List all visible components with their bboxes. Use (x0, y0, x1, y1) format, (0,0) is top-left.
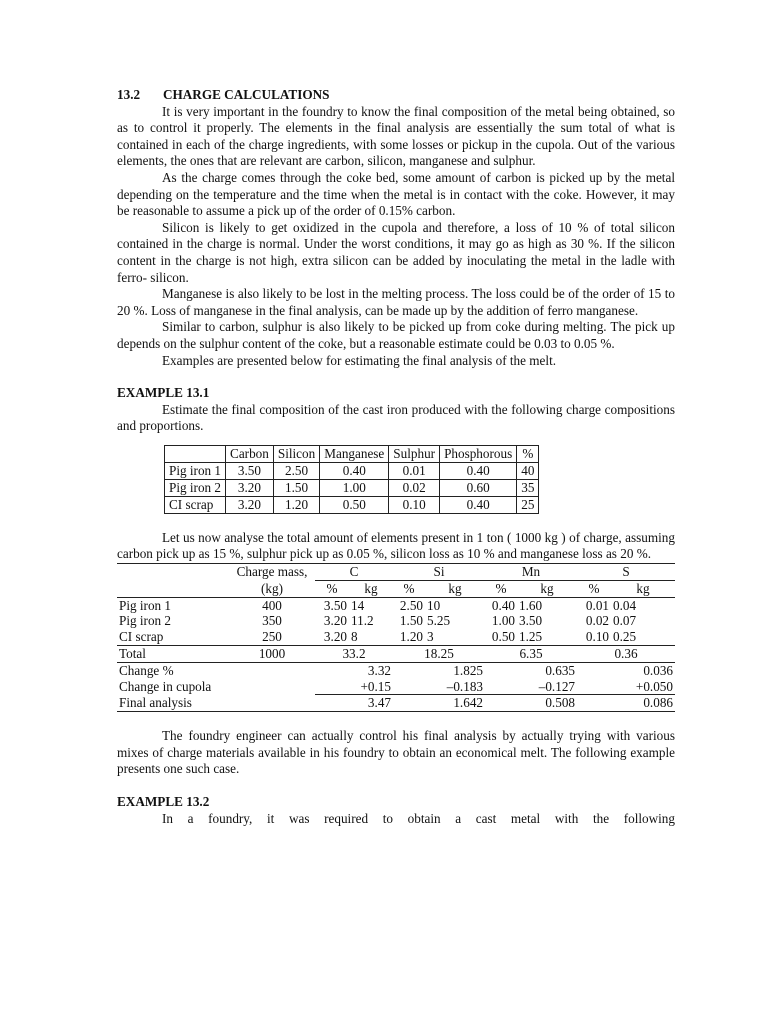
table-cell: CI scrap (117, 629, 229, 645)
table-cell: 8 (349, 629, 393, 645)
table-row (165, 462, 539, 479)
table-header-cell: (kg) (229, 580, 315, 597)
table-cell: 14 (351, 597, 365, 613)
table-cell: 250 (229, 629, 315, 645)
table-cell: 1.00 (320, 479, 389, 496)
table-cell: 0.01 (389, 462, 440, 479)
table-header-cell: kg (611, 580, 675, 597)
table-cell: 0.508 (485, 695, 577, 712)
table-cell: 0.086 (577, 695, 675, 712)
section-heading (117, 87, 675, 104)
table-cell: 1.642 (393, 695, 485, 712)
table-cell: 5.25 (427, 613, 451, 629)
example-heading: EXAMPLE 13.1 (117, 385, 210, 401)
table-cell: 1.20 (273, 496, 319, 513)
table-header-cell: kg (517, 580, 577, 597)
table-row (117, 629, 675, 645)
analysis-text: Let us now analyse the total amount of elements present in 1 ton ( 1000 kg ) of charge, assuming carbon pick up as 15 %, sulphur pick up as 0.05 %, silicon loss as 10 % and manganese loss as 20 %. (117, 529, 675, 562)
table-cell: 1000 (229, 646, 315, 663)
table-cell: CI scrap (165, 496, 226, 513)
table-cell: 0.10 (389, 496, 440, 513)
table-cell: 0.50 (485, 629, 517, 645)
paragraph: Manganese is also likely to be lost in the melting process. The loss could be of the order of 15 to 20 %. Loss of manganese in the final analysis, can be made up by the addition of ferro manganese. (117, 286, 675, 318)
table-cell: 1.50 (273, 479, 319, 496)
table-cell: 0.40 (491, 597, 515, 613)
table-cell: Pig iron 2 (119, 613, 172, 629)
table-cell: 3.20 (226, 496, 274, 513)
table-cell: +0.050 (577, 679, 675, 695)
table-cell: 0.02 (389, 479, 440, 496)
table-cell: 400 (262, 597, 282, 613)
table-header-cell: Manganese (320, 445, 389, 462)
table-header-cell: kg (349, 580, 393, 597)
example-heading: EXAMPLE 13.2 (117, 794, 210, 810)
table-header-row (165, 445, 539, 462)
table-cell: 10 (427, 597, 441, 613)
table-cell: 0.635 (545, 662, 575, 678)
table-cell: 11.2 (351, 613, 374, 629)
table-row (117, 613, 675, 629)
table-header-cell: Mn (485, 564, 577, 581)
table-header-cell: C (315, 564, 393, 581)
table-header-cell: kg (425, 580, 485, 597)
table-cell: Pig iron 1 (165, 462, 226, 479)
paragraph: Silicon is likely to get oxidized in the cupola and therefore, a loss of 10 % of total silicon contained in the charge is normal. Under the worst conditions, it may go as high as 30 %. If the silicon content in the charge is not high, extra silicon can be added by inoculating the metal in the ladle with ferro- silicon. (117, 219, 675, 285)
document-page (117, 87, 675, 827)
table-cell: 0.60 (440, 479, 517, 496)
table-row (117, 679, 675, 695)
table-cell: 1.25 (517, 629, 577, 645)
table-cell: –0.183 (393, 679, 485, 695)
table-cell: 350 (262, 613, 282, 629)
table-cell: 3 (425, 629, 485, 645)
table-header-cell: Charge mass, (229, 564, 315, 581)
table-cell: 18.25 (393, 646, 485, 663)
section-title: CHARGE CALCULATIONS (163, 87, 330, 102)
table-cell: 1.00 (491, 613, 515, 629)
table-cell: 0.036 (643, 662, 673, 678)
table-header-cell: Si (393, 564, 485, 581)
paragraph: Similar to carbon, sulphur is also likely to be picked up from coke during melting. The pick up depends on the sulphur content of the coke, but a reasonable estimate could be 0.03 to 0.05 %. (117, 319, 675, 351)
table-cell: 0.10 (577, 629, 611, 645)
table-header-cell (165, 445, 226, 462)
table-total-row (117, 646, 675, 663)
paragraph: It is very important in the foundry to know the final composition of the metal being obtained, so as to control it properly. The elements in the final analysis are essentially the sum total of what is contained in each of the charge ingredients, with some losses or pickup in the cupola. Out of the various elements, the ones that are relevant are carbon, silicon, manganese and sulphur. (117, 103, 675, 169)
table-cell: 3.50 (323, 597, 347, 613)
table-cell: 35 (517, 479, 539, 496)
table-cell: 3.47 (315, 695, 393, 712)
table-cell: Change in cupola (119, 678, 212, 694)
element-analysis-table (117, 563, 675, 712)
table-cell: 1.825 (453, 662, 483, 678)
example-text: Estimate the final composition of the cast iron produced with the following charge compositions and proportions. (117, 401, 675, 434)
table-cell: 33.2 (315, 646, 393, 663)
table-cell: 25 (517, 496, 539, 513)
table-cell: Change % (119, 662, 174, 678)
table-header-cell: % (517, 445, 539, 462)
table-header-cell: Carbon (226, 445, 274, 462)
table-row (117, 597, 675, 613)
table-cell: 2.50 (273, 462, 319, 479)
table-cell: 1.20 (393, 629, 425, 645)
table-cell: 3.20 (323, 613, 347, 629)
closing-paragraph: The foundry engineer can actually control his final analysis by actually trying with various mixes of charge materials available in his foundry to obtain an economical melt. The following example presents one such case. (117, 728, 675, 777)
table-header-cell: % (485, 580, 517, 597)
table-header-cell: % (393, 580, 425, 597)
table-cell: 3.50 (519, 613, 543, 629)
table-cell: 0.04 (613, 597, 637, 613)
table-cell: +0.15 (315, 679, 393, 695)
table-final-row (117, 695, 675, 712)
table-header-cell: S (577, 564, 675, 581)
table-cell: Total (117, 646, 229, 663)
table-cell: 3.20 (315, 629, 349, 645)
table-cell: Final analysis (117, 695, 229, 712)
table-cell: 3.32 (367, 662, 391, 678)
table-cell: 0.40 (440, 462, 517, 479)
table-cell: 1.50 (399, 613, 423, 629)
table-cell: 0.07 (613, 613, 637, 629)
table-cell: 0.36 (577, 646, 675, 663)
example-text: In a foundry, it was required to obtain a cast metal with the following (162, 810, 675, 826)
table-cell: –0.127 (485, 679, 577, 695)
table-row (117, 662, 675, 678)
table-cell: 1.60 (519, 597, 543, 613)
table-cell: 40 (517, 462, 539, 479)
table-header-row (117, 580, 675, 597)
table-cell: 3.20 (226, 479, 274, 496)
paragraph: As the charge comes through the coke bed, some amount of carbon is picked up by the metal depending on the temperature and the time when the metal is in contact with the coke. However, it may be reasonable to assume a pick up of the order of 0.15% carbon. (117, 169, 675, 219)
table-cell: 0.50 (320, 496, 389, 513)
table-cell: 0.40 (320, 462, 389, 479)
table-cell: 2.50 (399, 597, 423, 613)
charge-composition-table (164, 445, 539, 514)
table-header-cell: Phosphorous (440, 445, 517, 462)
table-header-row (117, 564, 675, 581)
table-cell: Pig iron 2 (165, 479, 226, 496)
table-header-cell: % (315, 580, 349, 597)
table-header-cell: % (577, 580, 611, 597)
table-row (165, 496, 539, 513)
table-cell: 0.02 (585, 613, 609, 629)
table-cell: 0.25 (611, 629, 675, 645)
table-header-cell: Sulphur (389, 445, 440, 462)
table-cell: 6.35 (485, 646, 577, 663)
table-cell: 3.50 (226, 462, 274, 479)
table-cell: 0.40 (440, 496, 517, 513)
table-cell: Pig iron 1 (119, 597, 172, 613)
table-row (165, 479, 539, 496)
paragraph: Examples are presented below for estimating the final analysis of the melt. (162, 352, 557, 368)
table-cell: 0.01 (585, 597, 609, 613)
section-number: 13.2 (117, 87, 141, 102)
table-header-cell: Silicon (273, 445, 319, 462)
